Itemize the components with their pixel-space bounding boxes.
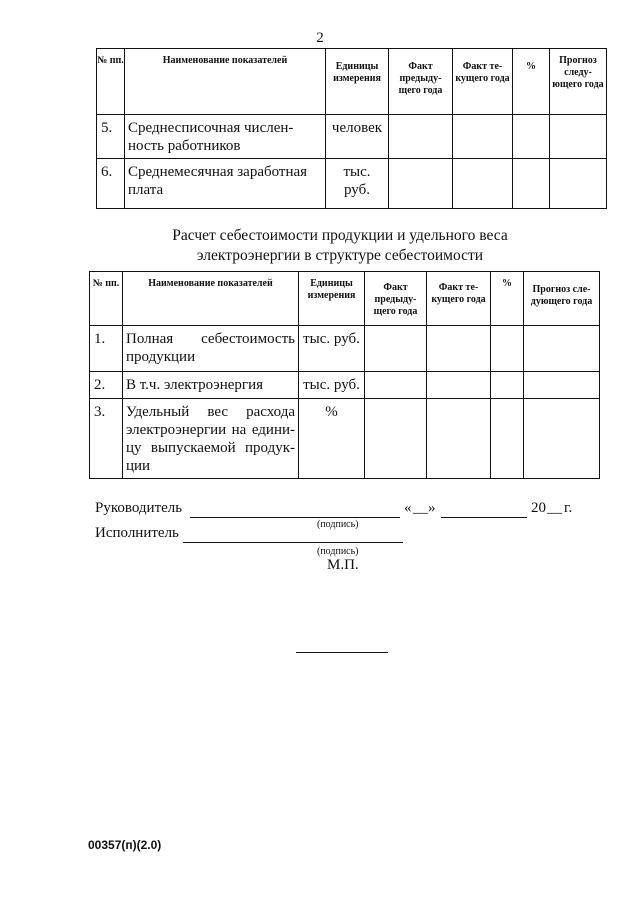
header-prev: Факт предыду-щего года [365,272,427,326]
header-num: № пп. [97,49,125,115]
row-name: В т.ч. электроэнергия [123,372,299,399]
divider-line [296,652,388,653]
signature-caption: (подпись) [317,519,359,530]
cell-prev [365,326,427,372]
row-name: Удельный вес расхода электроэнергии на едини-цу выпускаемой продук-ции [123,399,299,479]
cell-prev [365,372,427,399]
row-unit: тыс. руб. [299,326,365,372]
header-name: Наименование показателей [123,272,299,326]
section-title [150,226,530,266]
stamp-place: М.П. [327,557,359,573]
year-suffix: г. [564,500,573,516]
signature-caption: (подпись) [317,546,359,557]
header-pct: % [491,272,524,326]
header-prev: Факт предыду-щего года [389,49,453,115]
cell-curr [453,115,513,159]
header-unit: Единицы измерения [299,272,365,326]
header-forecast: Прогноз сле-дующего года [524,272,600,326]
section-title-line-1: Расчет себестоимости продукции и удельного веса [172,227,508,244]
cell-forecast [550,115,607,159]
cell-pct [513,159,550,209]
row-name: Среднесписочная числен-ность работников [125,115,326,159]
header-pct: % [513,49,550,115]
row-unit: % [299,399,365,479]
cell-curr [427,326,491,372]
month-line[interactable] [441,517,527,518]
table-row [97,159,607,209]
head-signature-line[interactable] [190,517,400,518]
day-blank[interactable]: __ [413,500,428,516]
cell-forecast [550,159,607,209]
cell-pct [491,326,524,372]
table-row [90,326,600,372]
head-label: Руководитель [95,500,183,516]
form-code: 00357(п)(2.0) [88,838,162,852]
header-curr: Факт те-кущего года [427,272,491,326]
cost-table [89,271,600,479]
row-unit: тыс. руб. [326,159,389,209]
table-header-row [90,272,600,326]
header-unit: Единицы измерения [326,49,389,115]
header-forecast: Прогноз следу-ющего года [550,49,607,115]
cell-forecast [524,326,600,372]
cell-pct [491,372,524,399]
row-number: 2. [90,372,123,399]
cell-curr [453,159,513,209]
cell-prev [389,159,453,209]
cell-prev [365,399,427,479]
indicators-table [96,48,607,209]
cell-curr [427,399,491,479]
table-row [90,372,600,399]
table-row [97,115,607,159]
row-number: 5. [97,115,125,159]
row-number: 1. [90,326,123,372]
row-unit: тыс. руб. [299,372,365,399]
row-name: Среднемесячная заработная плата [125,159,326,209]
page-number: 2 [316,30,324,46]
header-name: Наименование показателей [125,49,326,115]
cell-pct [491,399,524,479]
cell-forecast [524,372,600,399]
executor-signature-line[interactable] [183,542,403,543]
section-title-line-2: электроэнергии в структуре себестоимости [196,247,484,264]
quote-close: » [428,500,436,516]
cell-pct [513,115,550,159]
row-number: 6. [97,159,125,209]
header-curr: Факт те-кущего года [453,49,513,115]
year-blank[interactable]: __ [547,500,562,516]
row-name: Полная себестоимость продукции [123,326,299,372]
row-unit: человек [326,115,389,159]
cell-forecast [524,399,600,479]
row-number: 3. [90,399,123,479]
executor-label: Исполнитель [95,525,179,541]
quote-open: « [404,500,412,516]
year-prefix: 20 [531,500,546,516]
table-header-row [97,49,607,115]
header-num: № пп. [90,272,123,326]
cell-curr [427,372,491,399]
cell-prev [389,115,453,159]
table-row [90,399,600,479]
